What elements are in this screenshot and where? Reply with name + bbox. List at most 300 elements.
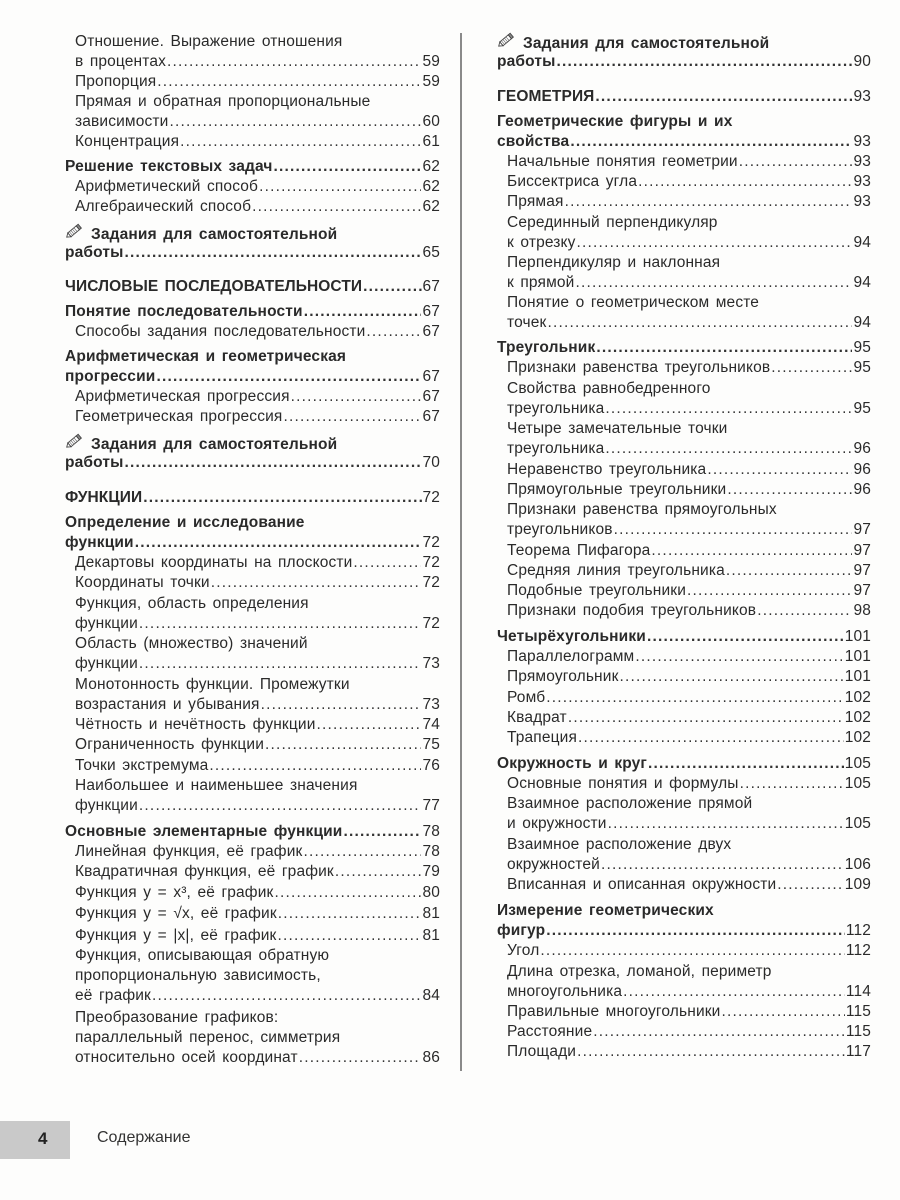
toc-page-number: 102 — [844, 709, 871, 726]
toc-entry-line — [507, 192, 871, 212]
toc-subsection — [497, 708, 871, 728]
toc-chapter — [497, 87, 871, 107]
toc-entry-line — [507, 358, 871, 378]
toc-subsection — [65, 553, 440, 573]
toc-entry-text: Арифметическая прогрессия — [75, 388, 290, 405]
toc-subsection — [497, 253, 871, 293]
toc-entry-text: Функция y = x³, её график — [75, 884, 274, 901]
toc-entry-line — [65, 277, 440, 297]
toc-entry-line — [507, 500, 871, 520]
dot-leader — [740, 774, 844, 794]
toc-page-number: 73 — [422, 696, 440, 713]
dot-leader — [366, 322, 421, 342]
toc-subsection — [497, 213, 871, 253]
toc-entry-line — [75, 904, 440, 924]
toc-entry-line — [507, 794, 871, 814]
toc-entry-line — [75, 1048, 440, 1068]
toc-page-number: 112 — [845, 922, 871, 939]
toc-subsection — [497, 835, 871, 875]
toc-subsection — [65, 32, 440, 72]
dot-leader — [274, 157, 422, 177]
toc-entry-text: функции — [65, 534, 134, 551]
toc-entry-text: относительно осей координат — [75, 1049, 298, 1066]
dot-leader — [261, 695, 422, 715]
toc-entry-line — [75, 52, 440, 72]
toc-subsection — [65, 132, 440, 152]
toc-subsection — [65, 926, 440, 946]
toc-entry-line — [65, 157, 440, 177]
toc-subsection — [65, 92, 440, 132]
toc-subsection — [65, 776, 440, 816]
toc-page-number: 59 — [422, 73, 440, 90]
toc-entry-line — [507, 941, 871, 961]
toc-subsection — [65, 1008, 440, 1068]
toc-entry-line — [75, 92, 440, 112]
toc-entry-line — [507, 728, 871, 748]
toc-page-number: 90 — [853, 53, 871, 70]
dot-leader — [274, 883, 421, 903]
toc-entry-line — [75, 634, 440, 654]
dot-leader — [135, 533, 422, 553]
dot-leader — [651, 541, 852, 561]
toc-entry-line — [497, 338, 871, 358]
running-footer-title: Содержание — [97, 1129, 191, 1146]
dot-leader — [614, 520, 853, 540]
toc-page-number: 93 — [853, 133, 871, 150]
dot-leader — [157, 72, 421, 92]
toc-subsection — [65, 735, 440, 755]
toc-entry-text: Ромб — [507, 689, 546, 706]
dot-leader — [707, 460, 852, 480]
toc-entry-text: Декартовы координаты на плоскости — [75, 554, 353, 571]
toc-entry-line — [75, 322, 440, 342]
pencil-icon — [65, 433, 83, 449]
toc-entry-line — [507, 774, 871, 794]
dot-leader — [124, 453, 421, 473]
toc-page-number: 78 — [422, 843, 440, 860]
toc-entry-text: Алгебраический способ — [75, 198, 252, 215]
toc-page-number: 72 — [422, 489, 440, 506]
toc-section — [65, 347, 440, 387]
toc-page-number: 95 — [853, 339, 871, 356]
toc-entry-line — [75, 735, 440, 755]
toc-subsection — [65, 675, 440, 715]
toc-entry-text: ГЕОМЕТРИЯ — [497, 88, 595, 105]
toc-entry-line — [497, 921, 871, 941]
toc-entry-text: Понятие последовательности — [65, 303, 303, 320]
toc-entry-text: Чётность и нечётность функции — [75, 716, 316, 733]
dot-leader — [211, 573, 422, 593]
toc-entry-text: Функция y = √x, её график — [75, 905, 277, 922]
toc-entry-line — [65, 367, 440, 387]
toc-page-number: 102 — [844, 689, 871, 706]
toc-entry-text: Определение и исследование — [65, 514, 305, 531]
dot-leader — [139, 654, 422, 674]
toc-entry-text: ФУНКЦИИ — [65, 489, 143, 506]
toc-entry-text: Трапеция — [507, 729, 577, 746]
toc-entry-line — [507, 541, 871, 561]
toc-subsection — [497, 358, 871, 378]
dot-leader — [252, 197, 421, 217]
toc-page-number: 65 — [422, 244, 440, 261]
toc-entry-text: Пропорция — [75, 73, 157, 90]
toc-entry-line — [507, 601, 871, 621]
dot-leader — [578, 728, 844, 748]
dot-leader — [771, 358, 852, 378]
toc-subsection — [65, 387, 440, 407]
dot-leader — [152, 986, 421, 1006]
toc-page-number: 115 — [845, 1003, 871, 1020]
toc-entry-line — [507, 982, 871, 1002]
toc-entry-line — [497, 132, 871, 152]
toc-entry-text: Перпендикуляр и наклонная — [507, 254, 721, 271]
toc-entry-text: Линейная функция, её график — [75, 843, 303, 860]
dot-leader — [727, 480, 852, 500]
toc-entry-line — [75, 776, 440, 796]
toc-entry-line — [497, 754, 871, 774]
dot-leader — [304, 302, 422, 322]
toc-entry-line — [65, 223, 440, 243]
dot-leader — [299, 1048, 422, 1068]
toc-page-number: 73 — [422, 655, 440, 672]
toc-entry-text: Арифметическая и геометрическая — [65, 348, 347, 365]
toc-subsection — [497, 541, 871, 561]
toc-subsection — [65, 715, 440, 735]
toc-entry-line — [75, 553, 440, 573]
toc-page-number: 114 — [845, 983, 871, 1000]
toc-page-number: 80 — [422, 884, 440, 901]
toc-entry-text: Длина отрезка, ломаной, периметр — [507, 963, 772, 980]
toc-entry-line — [507, 172, 871, 192]
dot-leader — [303, 842, 421, 862]
toc-entry-line — [497, 112, 871, 132]
toc-subsection — [65, 904, 440, 924]
toc-entry-line — [65, 453, 440, 473]
toc-subsection — [497, 379, 871, 419]
toc-entry-line — [507, 875, 871, 895]
toc-page-number: 93 — [853, 173, 871, 190]
toc-entry-line — [507, 647, 871, 667]
dot-leader — [726, 561, 853, 581]
toc-entry-text: Прямая — [507, 193, 564, 210]
dot-leader — [570, 132, 852, 152]
toc-entry-text: Геометрическая прогрессия — [75, 408, 283, 425]
dot-leader — [335, 862, 422, 882]
toc-subsection — [497, 480, 871, 500]
toc-entry-text: Окружность и круг — [497, 755, 648, 772]
toc-entry-text: Расстояние — [507, 1023, 593, 1040]
toc-page-number: 62 — [422, 178, 440, 195]
toc-entry-text: параллельный перенос, симметрия — [75, 1029, 341, 1046]
toc-entry-text: многоугольника — [507, 983, 623, 1000]
toc-page-number: 74 — [422, 716, 440, 733]
dot-leader — [156, 367, 421, 387]
toc-page-number: 76 — [422, 757, 440, 774]
toc-entry-text: Подобные треугольники — [507, 582, 687, 599]
toc-entry-text: Параллелограмм — [507, 648, 635, 665]
toc-entry-text: работы — [65, 244, 124, 261]
toc-entry-line — [75, 1028, 440, 1048]
toc-entry-text: Свойства равнобедренного — [507, 380, 711, 397]
toc-chapter — [65, 277, 440, 297]
toc-page-number: 67 — [422, 278, 440, 295]
toc-entry-text: Решение текстовых задач — [65, 158, 273, 175]
toc-subsection — [65, 407, 440, 427]
dot-leader — [317, 715, 422, 735]
dot-leader — [577, 233, 853, 253]
dot-leader — [575, 273, 852, 293]
toc-page-number: 112 — [845, 942, 871, 959]
toc-subsection — [497, 875, 871, 895]
toc-page-number: 96 — [853, 461, 871, 478]
toc-entry-line — [497, 52, 871, 72]
toc-entry-text: функции — [75, 615, 138, 632]
toc-entry-line — [507, 213, 871, 233]
toc-page-number: 79 — [422, 863, 440, 880]
dot-leader — [265, 735, 421, 755]
dot-leader — [739, 152, 853, 172]
toc-subsection — [65, 573, 440, 593]
dot-leader — [577, 1042, 845, 1062]
toc-entry-text: Квадратичная функция, её график — [75, 863, 334, 880]
toc-subsection — [497, 667, 871, 687]
toc-page-number: 81 — [422, 905, 440, 922]
toc-entry-line — [75, 387, 440, 407]
toc-entry-text: Средняя линия треугольника — [507, 562, 725, 579]
toc-subsection — [497, 647, 871, 667]
toc-entry-line — [507, 1002, 871, 1022]
toc-entry-line — [75, 966, 440, 986]
toc-page-number: 97 — [853, 562, 871, 579]
toc-entry-line — [507, 293, 871, 313]
toc-page-number: 94 — [853, 314, 871, 331]
toc-entry-text: Концентрация — [75, 133, 180, 150]
dot-leader — [277, 926, 421, 946]
toc-entry-text: зависимости — [75, 113, 169, 130]
toc-entry-text: Наибольшее и наименьшее значения — [75, 777, 358, 794]
toc-entry-line — [75, 842, 440, 862]
toc-page-number: 67 — [422, 323, 440, 340]
toc-page-number: 97 — [853, 521, 871, 538]
page-number-tab — [0, 1121, 70, 1159]
dot-leader — [777, 875, 843, 895]
toc-subsection — [497, 688, 871, 708]
toc-entry-text: Способы задания последовательности — [75, 323, 366, 340]
toc-entry-line — [75, 1008, 440, 1028]
toc-section — [65, 822, 440, 842]
toc-entry-text: Ограниченность функции — [75, 736, 264, 753]
toc-entry-line — [507, 419, 871, 439]
toc-entry-text: Начальные понятия геометрии — [507, 153, 738, 170]
toc-entry-line — [507, 520, 871, 540]
dot-leader — [353, 553, 421, 573]
dot-leader — [565, 192, 853, 212]
toc-subsection — [497, 601, 871, 621]
toc-entry-line — [75, 926, 440, 946]
toc-entry-text: Вписанная и описанная окружности — [507, 876, 777, 893]
toc-entry-text: Монотонность функции. Промежутки — [75, 676, 350, 693]
toc-entry-text: Измерение геометрических — [497, 902, 714, 919]
toc-subsection — [65, 72, 440, 92]
toc-page-number: 86 — [422, 1049, 440, 1066]
toc-page-number: 101 — [844, 628, 871, 645]
toc-page-number: 106 — [844, 856, 871, 873]
toc-subsection — [497, 172, 871, 192]
toc-entry-line — [507, 708, 871, 728]
dot-leader — [556, 52, 852, 72]
toc-entry-line — [507, 814, 871, 834]
toc-page-number: 81 — [422, 927, 440, 944]
dot-leader — [546, 688, 843, 708]
toc-entry-line — [507, 667, 871, 687]
dot-leader — [635, 647, 843, 667]
toc-entry-text: Задания для самостоятельной — [91, 436, 338, 453]
dot-leader — [291, 387, 422, 407]
dot-leader — [167, 52, 421, 72]
toc-section — [65, 513, 440, 553]
toc-page-number: 93 — [853, 153, 871, 170]
page-number: 4 — [38, 1129, 48, 1148]
toc-section — [497, 901, 871, 941]
toc-entry-text: Биссектриса угла — [507, 173, 638, 190]
toc-page-number: 70 — [422, 454, 440, 471]
toc-entry-line — [65, 513, 440, 533]
toc-entry-line — [75, 796, 440, 816]
toc-entry-line — [75, 756, 440, 776]
toc-entry-text: Прямоугольник — [507, 668, 619, 685]
toc-entry-text: к отрезку — [507, 234, 576, 251]
toc-entry-line — [507, 835, 871, 855]
toc-page-number: 77 — [422, 797, 440, 814]
toc-entry-text: Понятие о геометрическом месте — [507, 294, 760, 311]
toc-entry-line — [507, 273, 871, 293]
toc-entry-line — [65, 347, 440, 367]
toc-subsection — [65, 197, 440, 217]
toc-task-entry — [65, 223, 440, 263]
toc-entry-line — [507, 253, 871, 273]
toc-page-number: 62 — [422, 158, 440, 175]
toc-entry-text: Треугольник — [497, 339, 596, 356]
toc-entry-line — [75, 573, 440, 593]
dot-leader — [601, 855, 844, 875]
toc-entry-text: Признаки подобия треугольников — [507, 602, 757, 619]
toc-entry-text: Геометрические фигуры и их — [497, 113, 733, 130]
toc-entry-text: Угол — [507, 942, 540, 959]
dot-leader — [593, 1022, 845, 1042]
toc-subsection — [65, 842, 440, 862]
toc-entry-text: Прямоугольные треугольники — [507, 481, 727, 498]
toc-page-number: 59 — [422, 53, 440, 70]
toc-task-entry — [65, 433, 440, 473]
toc-page-number: 72 — [422, 574, 440, 591]
dot-leader — [722, 1002, 845, 1022]
toc-page-number: 102 — [844, 729, 871, 746]
toc-subsection — [497, 1022, 871, 1042]
toc-section — [497, 112, 871, 152]
toc-page-number: 105 — [844, 755, 871, 772]
toc-entry-line — [65, 302, 440, 322]
toc-page-number: 94 — [853, 234, 871, 251]
toc-page-number: 94 — [853, 274, 871, 291]
toc-page-number: 101 — [844, 668, 871, 685]
toc-entry-text: пропорциональную зависимость, — [75, 967, 321, 984]
toc-subsection — [497, 728, 871, 748]
toc-entry-text: Функция, область определения — [75, 595, 309, 612]
dot-leader — [547, 313, 852, 333]
toc-entry-line — [507, 233, 871, 253]
dot-leader — [687, 581, 852, 601]
toc-page-number: 78 — [422, 823, 440, 840]
toc-page-number: 67 — [422, 368, 440, 385]
toc-entry-text: Арифметический способ — [75, 178, 259, 195]
toc-entry-text: окружностей — [507, 856, 600, 873]
toc-subsection — [65, 634, 440, 674]
toc-entry-line — [65, 433, 440, 453]
toc-entry-text: Координаты точки — [75, 574, 210, 591]
dot-leader — [143, 488, 421, 508]
toc-entry-line — [507, 439, 871, 459]
toc-entry-line — [507, 1022, 871, 1042]
dot-leader — [546, 921, 845, 941]
toc-page-number: 67 — [422, 388, 440, 405]
toc-subsection — [497, 794, 871, 834]
toc-entry-text: к прямой — [507, 274, 575, 291]
toc-page-number: 72 — [422, 534, 440, 551]
toc-entry-line — [507, 962, 871, 982]
toc-entry-line — [507, 1042, 871, 1062]
toc-entry-line — [75, 715, 440, 735]
toc-subsection — [497, 962, 871, 1002]
dot-leader — [647, 627, 844, 647]
dot-leader — [540, 941, 844, 961]
toc-subsection — [497, 460, 871, 480]
toc-chapter — [65, 488, 440, 508]
dot-leader — [209, 756, 421, 776]
toc-entry-text: ЧИСЛОВЫЕ ПОСЛЕДОВАТЕЛЬНОСТИ — [65, 278, 363, 295]
toc-entry-text: треугольника — [507, 440, 605, 457]
toc-entry-line — [507, 688, 871, 708]
toc-entry-text: треугольника — [507, 400, 605, 417]
toc-entry-text: Теорема Пифагора — [507, 542, 651, 559]
pencil-icon — [497, 32, 515, 48]
toc-page-number: 75 — [422, 736, 440, 753]
toc-page-number: 62 — [422, 198, 440, 215]
toc-entry-text: её график — [75, 987, 151, 1004]
toc-entry-line — [497, 627, 871, 647]
toc-entry-text: Признаки равенства треугольников — [507, 359, 771, 376]
dot-leader — [595, 87, 852, 107]
toc-subsection — [497, 293, 871, 333]
toc-entry-line — [75, 883, 440, 903]
toc-page-number: 105 — [844, 775, 871, 792]
toc-page-number: 84 — [422, 987, 440, 1004]
toc-entry-line — [75, 72, 440, 92]
toc-page-number: 61 — [422, 133, 440, 150]
toc-entry-line — [507, 480, 871, 500]
toc-page-number: 95 — [853, 359, 871, 376]
toc-entry-line — [75, 197, 440, 217]
toc-page-number: 67 — [422, 408, 440, 425]
toc-entry-text: Четыре замечательные точки — [507, 420, 728, 437]
toc-entry-text: Отношение. Выражение отношения — [75, 33, 343, 50]
toc-page-number: 97 — [853, 542, 871, 559]
toc-section — [497, 627, 871, 647]
toc-subsection — [497, 419, 871, 459]
toc-page-number: 97 — [853, 582, 871, 599]
toc-section — [497, 754, 871, 774]
toc-entry-line — [75, 112, 440, 132]
toc-entry-text: Задания для самостоятельной — [523, 35, 770, 52]
